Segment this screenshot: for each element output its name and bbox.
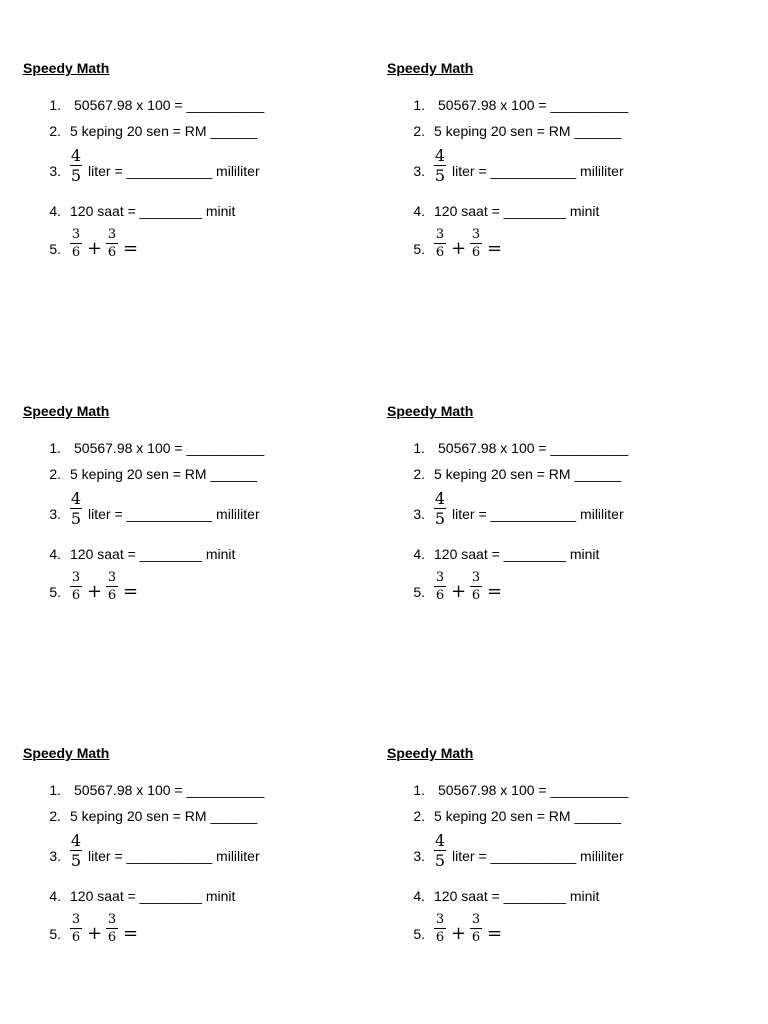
question-text: 5 keping 20 sen = RM ______ (70, 123, 258, 139)
card-title: Speedy Math (23, 403, 110, 419)
fraction (433, 832, 447, 869)
fraction-bar (70, 243, 82, 244)
question-number: 2. (413, 466, 425, 482)
fraction (433, 913, 447, 944)
fraction-numerator: 3 (435, 570, 445, 585)
question-number: 5. (413, 241, 425, 257)
fraction-denominator: 5 (434, 509, 446, 528)
fraction-denominator: 5 (70, 851, 82, 870)
question-number: 1. (413, 440, 425, 456)
plus-operator: + (451, 581, 467, 602)
question-number: 1. (413, 782, 425, 798)
question-number: 2. (413, 808, 425, 824)
question-number: 4. (49, 888, 61, 904)
plus-operator: + (451, 238, 467, 259)
question-number: 1. (413, 97, 425, 113)
speedy-math-card (387, 745, 727, 985)
question-text: 120 saat = ________ minit (70, 203, 236, 219)
fraction-denominator: 5 (434, 166, 446, 185)
fraction-denominator: 6 (471, 588, 481, 603)
fraction (433, 490, 447, 527)
question-text: 5 keping 20 sen = RM ______ (70, 466, 258, 482)
speedy-math-card (23, 60, 363, 300)
fraction-numerator: 4 (70, 146, 82, 165)
fraction-numerator: 3 (107, 912, 117, 927)
question-number: 5. (413, 584, 425, 600)
fraction-numerator: 4 (434, 831, 446, 850)
card-title: Speedy Math (387, 60, 474, 76)
fraction-bar (106, 928, 118, 929)
fraction-denominator: 6 (471, 245, 481, 260)
fraction (433, 571, 447, 602)
fraction-bar (106, 243, 118, 244)
speedy-math-card (23, 745, 363, 985)
question-text: 50567.98 x 100 = __________ (74, 97, 265, 113)
fraction (433, 147, 447, 184)
fraction-bar (70, 928, 82, 929)
question-text: liter = ___________ mililiter (452, 848, 624, 864)
question-number: 2. (49, 466, 61, 482)
fraction-bar (70, 586, 82, 587)
question-number: 1. (49, 97, 61, 113)
question-text: liter = ___________ mililiter (88, 506, 260, 522)
question-text: 120 saat = ________ minit (434, 546, 600, 562)
question-number: 1. (49, 782, 61, 798)
question-text: 120 saat = ________ minit (434, 203, 600, 219)
question-text: 50567.98 x 100 = __________ (438, 782, 629, 798)
fraction-denominator: 5 (70, 166, 82, 185)
fraction-denominator: 6 (107, 588, 117, 603)
fraction-numerator: 3 (435, 227, 445, 242)
question-number: 3. (49, 506, 61, 522)
fraction-numerator: 3 (435, 912, 445, 927)
fraction (69, 832, 83, 869)
fraction (469, 571, 483, 602)
plus-operator: + (87, 238, 103, 259)
fraction-numerator: 3 (71, 570, 81, 585)
question-number: 5. (49, 241, 61, 257)
fraction-bar (106, 586, 118, 587)
equals-sign: = (123, 581, 139, 602)
speedy-math-card (387, 403, 727, 643)
question-text: 5 keping 20 sen = RM ______ (434, 466, 622, 482)
fraction (433, 228, 447, 259)
question-number: 4. (413, 546, 425, 562)
question-number: 5. (49, 926, 61, 942)
fraction-numerator: 3 (71, 912, 81, 927)
question-text: 5 keping 20 sen = RM ______ (434, 123, 622, 139)
plus-operator: + (87, 581, 103, 602)
fraction-bar (470, 928, 482, 929)
fraction-denominator: 6 (435, 930, 445, 945)
question-number: 4. (49, 546, 61, 562)
speedy-math-card (23, 403, 363, 643)
question-number: 3. (413, 848, 425, 864)
question-number: 3. (413, 506, 425, 522)
card-title: Speedy Math (387, 403, 474, 419)
speedy-math-card (387, 60, 727, 300)
question-number: 5. (413, 926, 425, 942)
fraction-bar (470, 243, 482, 244)
question-text: 50567.98 x 100 = __________ (74, 782, 265, 798)
equals-sign: = (123, 238, 139, 259)
question-number: 4. (49, 203, 61, 219)
question-number: 2. (49, 123, 61, 139)
fraction (69, 147, 83, 184)
fraction (105, 913, 119, 944)
fraction-bar (434, 586, 446, 587)
card-title: Speedy Math (23, 745, 110, 761)
fraction-numerator: 4 (70, 489, 82, 508)
question-number: 2. (413, 123, 425, 139)
plus-operator: + (87, 923, 103, 944)
fraction (69, 913, 83, 944)
fraction-numerator: 3 (471, 912, 481, 927)
fraction-numerator: 3 (107, 570, 117, 585)
card-title: Speedy Math (387, 745, 474, 761)
fraction-denominator: 6 (107, 245, 117, 260)
equals-sign: = (487, 238, 503, 259)
question-number: 4. (413, 888, 425, 904)
question-number: 4. (413, 203, 425, 219)
question-number: 5. (49, 584, 61, 600)
fraction (69, 490, 83, 527)
fraction-numerator: 3 (471, 227, 481, 242)
fraction-denominator: 5 (434, 851, 446, 870)
fraction-bar (434, 243, 446, 244)
fraction-numerator: 3 (471, 570, 481, 585)
question-text: liter = ___________ mililiter (88, 848, 260, 864)
question-text: liter = ___________ mililiter (452, 506, 624, 522)
plus-operator: + (451, 923, 467, 944)
question-number: 3. (413, 163, 425, 179)
fraction-denominator: 6 (71, 245, 81, 260)
fraction-numerator: 3 (71, 227, 81, 242)
question-text: 50567.98 x 100 = __________ (438, 97, 629, 113)
fraction-denominator: 5 (70, 509, 82, 528)
question-text: 120 saat = ________ minit (434, 888, 600, 904)
question-number: 3. (49, 848, 61, 864)
fraction-bar (434, 928, 446, 929)
question-text: 120 saat = ________ minit (70, 546, 236, 562)
fraction-bar (470, 586, 482, 587)
question-text: 120 saat = ________ minit (70, 888, 236, 904)
fraction-denominator: 6 (435, 245, 445, 260)
question-number: 3. (49, 163, 61, 179)
question-text: 50567.98 x 100 = __________ (438, 440, 629, 456)
fraction (469, 228, 483, 259)
equals-sign: = (487, 581, 503, 602)
fraction (105, 228, 119, 259)
fraction-denominator: 6 (71, 930, 81, 945)
fraction-denominator: 6 (107, 930, 117, 945)
question-number: 2. (49, 808, 61, 824)
fraction-denominator: 6 (471, 930, 481, 945)
question-text: liter = ___________ mililiter (452, 163, 624, 179)
fraction-numerator: 4 (70, 831, 82, 850)
fraction-numerator: 3 (107, 227, 117, 242)
fraction (105, 571, 119, 602)
question-text: liter = ___________ mililiter (88, 163, 260, 179)
equals-sign: = (487, 923, 503, 944)
question-number: 1. (49, 440, 61, 456)
card-title: Speedy Math (23, 60, 110, 76)
fraction (69, 571, 83, 602)
fraction-numerator: 4 (434, 489, 446, 508)
question-text: 5 keping 20 sen = RM ______ (434, 808, 622, 824)
question-text: 5 keping 20 sen = RM ______ (70, 808, 258, 824)
fraction (469, 913, 483, 944)
equals-sign: = (123, 923, 139, 944)
question-text: 50567.98 x 100 = __________ (74, 440, 265, 456)
fraction-denominator: 6 (71, 588, 81, 603)
fraction-numerator: 4 (434, 146, 446, 165)
fraction-denominator: 6 (435, 588, 445, 603)
fraction (69, 228, 83, 259)
